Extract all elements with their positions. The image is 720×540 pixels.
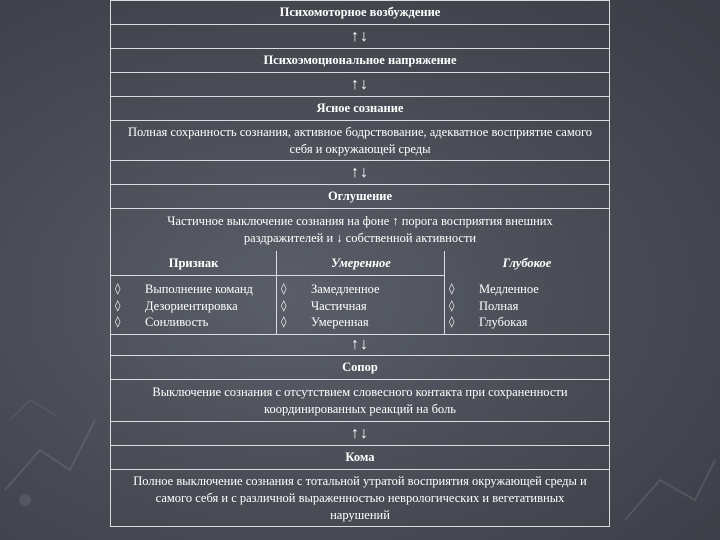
row-transition-arrows (111, 161, 609, 185)
row-psychoemotional-tension (111, 49, 609, 73)
list-item: ◊ Глубокая (449, 315, 528, 329)
diamond-bullet-icon: ◊ (115, 315, 121, 328)
diamond-bullet-icon: ◊ (449, 298, 455, 312)
list-item: ◊ Сонливость (115, 315, 209, 329)
list-item: ◊ Выполнение команд (115, 282, 253, 296)
diamond-bullet-icon: ◊ (115, 282, 121, 295)
list-item: ◊ Полная (449, 298, 519, 313)
updown-arrows-icon: ↑↓ (351, 336, 369, 353)
stupefaction-degrees-grid (111, 251, 609, 335)
diamond-bullet-icon: ◊ (115, 298, 121, 312)
row-text: Сопор (342, 360, 378, 374)
row-transition-arrows (111, 73, 609, 97)
background-decoration-right (615, 380, 720, 540)
list-item: ◊ Медленное (449, 282, 539, 296)
header-divider (111, 275, 276, 276)
row-transition-arrows (111, 422, 609, 446)
row-text: Психомоторное возбуждение (279, 5, 441, 19)
list-item: ◊ Дезориентировка (115, 298, 238, 313)
row-text-line-1: Частичное выключение сознания на фоне ↑ порога восприятия внешних (167, 214, 553, 228)
row-coma-description (111, 470, 609, 526)
updown-arrows-icon: ↑↓ (351, 28, 369, 45)
list-item: ◊ Частичная (281, 298, 367, 313)
diamond-bullet-icon: ◊ (281, 282, 287, 295)
column-deep (444, 251, 609, 334)
consciousness-levels-table (110, 0, 610, 527)
column-header: Признак (168, 255, 219, 270)
background-decoration-left (0, 300, 110, 520)
column-header: Умеренное (331, 255, 391, 270)
row-text: Выключение сознания с отсутствием словесного контакта при сохраненности координированных реакций на боль (152, 384, 568, 416)
row-text: Полное выключение сознания с тотальной утратой восприятия окружающей среды и самого себя и с различной выраженностью неврологических и вегетативных нарушений (133, 473, 587, 522)
diamond-bullet-icon: ◊ (449, 282, 455, 295)
row-sopor-description (111, 380, 609, 422)
row-text: Кома (345, 450, 375, 464)
row-clear-consciousness (111, 97, 609, 121)
row-psychomotor-agitation (111, 1, 609, 25)
row-text-line-2: раздражителей и ↓ собственной активности (243, 231, 477, 245)
column-header: Глубокое (502, 255, 552, 270)
list-item: ◊ Умеренная (281, 315, 369, 329)
row-coma (111, 446, 609, 470)
column-moderate (276, 251, 445, 334)
column-sign (111, 251, 276, 334)
row-text: Психоэмоциональное напряжение (263, 53, 457, 67)
row-stupefaction (111, 185, 609, 209)
updown-arrows-icon: ↑↓ (351, 425, 369, 442)
diamond-bullet-icon: ◊ (281, 298, 287, 312)
row-text: Ясное сознание (316, 101, 404, 115)
diamond-bullet-icon: ◊ (449, 315, 455, 328)
diamond-bullet-icon: ◊ (281, 315, 287, 328)
list-item: ◊ Замедленное (281, 282, 380, 296)
row-stupefaction-description (111, 209, 609, 251)
row-text: Полная сохранность сознания, активное бодрствование, адекватное восприятие самого себя и окружающей среды (127, 124, 593, 156)
row-transition-arrows (111, 25, 609, 49)
header-divider (277, 275, 445, 276)
row-clear-consciousness-description (111, 121, 609, 161)
row-transition-arrows (111, 334, 609, 356)
updown-arrows-icon: ↑↓ (351, 164, 369, 181)
row-text: Оглушение (327, 189, 393, 203)
updown-arrows-icon: ↑↓ (351, 76, 369, 93)
row-sopor (111, 356, 609, 380)
